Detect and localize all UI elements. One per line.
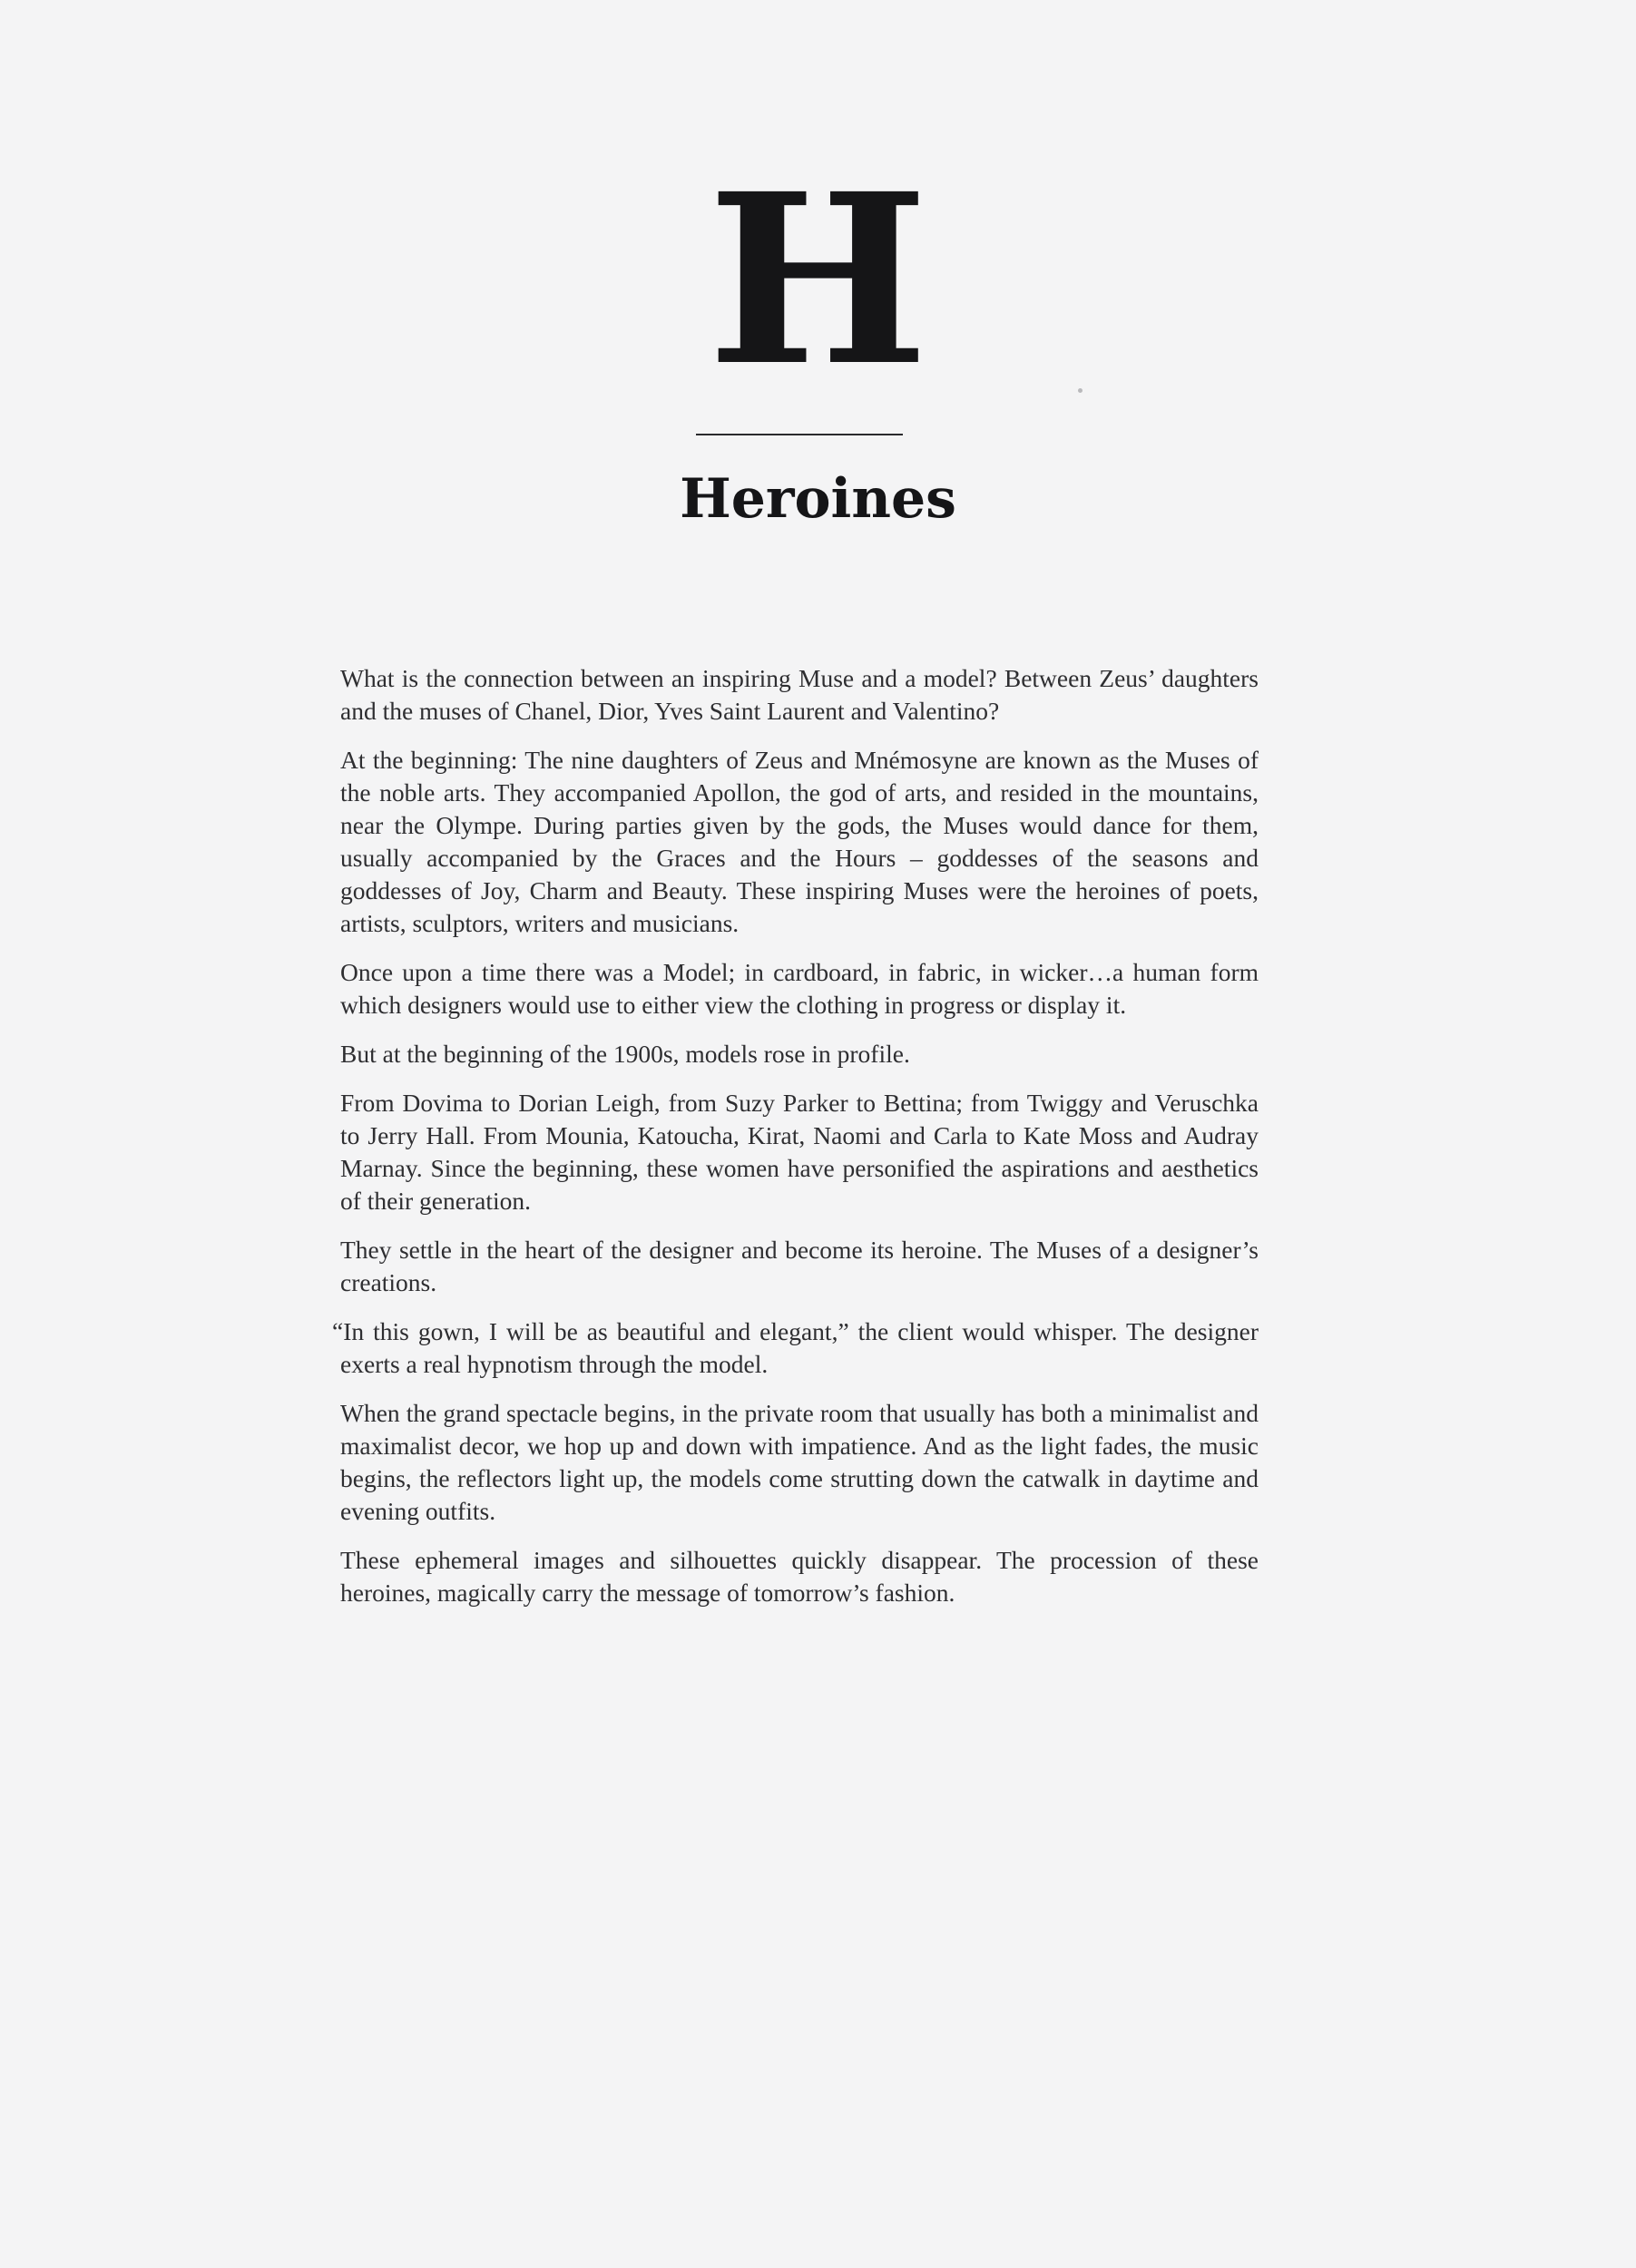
paper-speck: [1078, 388, 1083, 393]
paragraph-quote: “In this gown, I will be as beautiful and elegant,” the client would whisper. The designer exerts a real hypnotism through the model.: [332, 1317, 1259, 1378]
paragraph-model: Once upon a time there was a Model; in cardboard, in fabric, in wicker…a human form which designers would use to either view the clothing in progress or display it.: [340, 958, 1259, 1019]
paragraph-names: From Dovima to Dorian Leigh, from Suzy Parker to Bettina; from Twiggy and Veruschka to Jerry Hall. From Mounia, Katoucha, Kirat, Naomi and Carla to Kate Moss and Audray Marnay. Since the beginning, these women have personified the aspirations and aesthetics of their generation.: [340, 1089, 1259, 1215]
paragraph-1900s: But at the beginning of the 1900s, models rose in profile.: [340, 1040, 910, 1068]
paragraph-closing: These ephemeral images and silhouettes quickly disappear. The procession of these heroines, magically carry the message of tomorrow’s fashion.: [340, 1546, 1259, 1607]
paragraph-muses: At the beginning: The nine daughters of Zeus and Mnémosyne are known as the Muses of the noble arts. They accompanied Apollon, the god of arts, and resided in the mountains, near the Olympe. During parties given by the gods, the Muses would dance for them, usually accompanied by the Graces and the Hours – goddesses of the seasons and goddesses of Joy, Charm and Beauty. These inspiring Muses were the heroines of poets, artists, sculptors, writers and musicians.: [340, 746, 1259, 937]
paragraph-spectacle: When the grand spectacle begins, in the private room that usually has both a minimalist and maximalist decor, we hop up and down with impatience. And as the light fades, the music begins, the reflectors light up, the models come strutting down the catwalk in daytime and evening outfits.: [340, 1399, 1259, 1525]
chapter-letter: H: [707, 142, 929, 417]
chapter-title: Heroines: [680, 467, 956, 531]
title-divider: [696, 434, 903, 435]
body-text: [332, 662, 1259, 1626]
paragraph-intro: What is the connection between an inspiring Muse and a model? Between Zeus’ daughters and the muses of Chanel, Dior, Yves Saint Laurent and Valentino?: [340, 664, 1259, 725]
paragraph-heroine: They settle in the heart of the designer and become its heroine. The Muses of a designer’s creations.: [340, 1236, 1259, 1296]
